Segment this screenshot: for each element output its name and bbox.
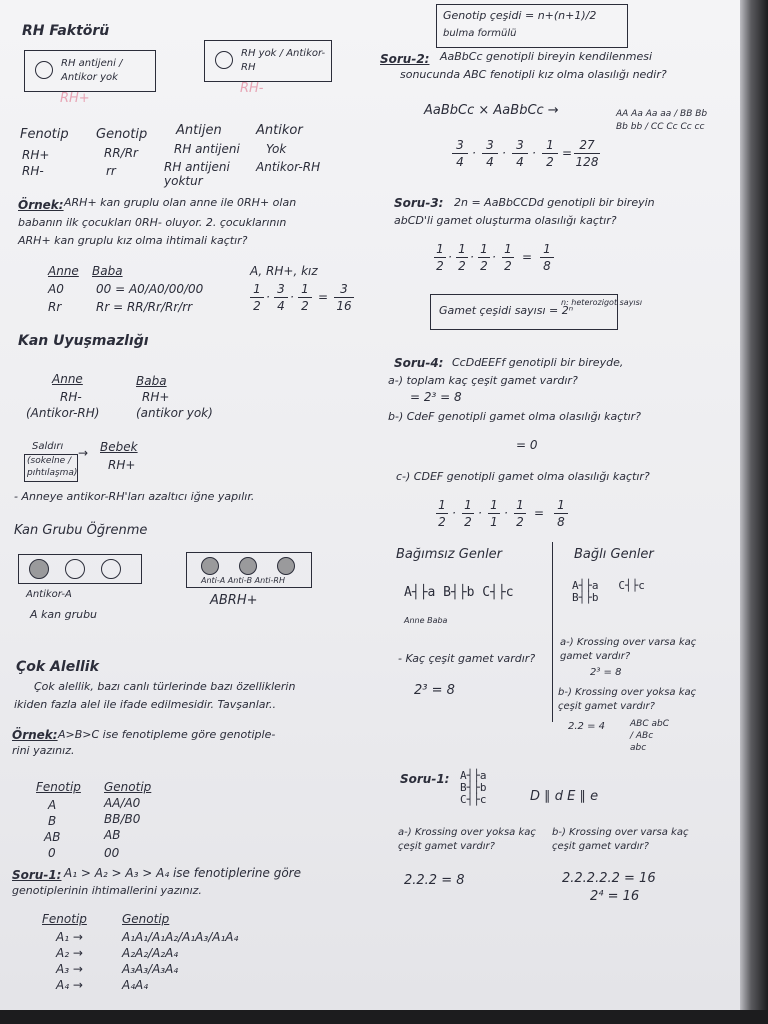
answer-header: A, RH+, kız [250,264,318,278]
father-rh: RH+ [142,390,170,404]
gamet-formula-box: Gamet çeşidi sayısı = 2ⁿ n: heterozigot sayısı [430,294,618,330]
fraction: 1 2 [250,282,264,313]
fraction: 1 2 [298,282,312,313]
linked-genes-title: Bağlı Genler [574,547,654,562]
blood-test-strip-abrh: Anti-A Anti-B Anti-RH [186,552,312,588]
fraction: 1 2 [502,242,514,273]
question2-combos: AA Aa Aa aa / BB Bb Bb bb / CC Cc Cc cc [616,109,708,132]
question2-text: sonucunda ABC fenotipli kız olma olasılığı nedir? [400,68,667,81]
fg-cell: BB/B0 [104,812,141,826]
table-header-fenotip: Fenotip [20,127,69,142]
rh-positive-label: RH+ [60,91,90,106]
table-cell: RH- [22,164,44,178]
question1r-a: a-) Krossing over yoksa kaç çeşit gamet vardır? [398,827,536,852]
agglutinated-circle-icon [239,557,257,575]
page-shadow-edge [740,0,768,1024]
question4-text: CcDdEEFf genotipli bir bireyde, [452,356,624,369]
question1r-b-answer: 2.2.2.2.2 = 16 [562,871,656,886]
page-bottom-edge [0,1010,768,1024]
fraction: 1 2 [542,138,558,169]
parents-label: Anne Baba [404,616,448,625]
fraction: 1 2 [462,498,474,529]
independent-gene-diagram: A┤├a B┤├b C┤├c [404,585,514,600]
example-line: ARH+ kan gruplu olan anne ile 0RH+ olan [64,196,297,209]
fraction: 1 2 [436,498,448,529]
circle-icon [101,559,121,579]
question4-b-answer: = 0 [516,438,538,452]
father-antibody: (antikor yok) [136,406,213,420]
how-many-gametes: - Kaç çeşit gamet vardır? [398,652,536,665]
abrh-label: ABRH+ [210,593,258,608]
cell-circle-icon [215,51,233,69]
s1-cell: A₄A₄ [122,978,149,992]
example-line: babanın ilk çocukları 0RH- oluyor. 2. çocuklarının [18,216,287,229]
fraction: 3 4 [482,138,498,169]
question1r-a-answer: 2.2.2 = 8 [404,873,465,888]
fg-cell: 0 [48,846,56,860]
question1-text: genotiplerinin ihtimallerini yazınız. [12,884,202,897]
question3-label: Soru-3: [394,196,444,210]
notebook-page: RH Faktörü RH antijeni / Antikor yok RH+ RH yok / Antikor-RH RH- Fenotip Genotip Antijen Antikor RH+ RR/Rr RH antijeni Yok RH- rr RH antijeni yoktur Antikor-RH Örnek: ARH+ kan gruplu olan anne ile 0RH+ olan babanın ilk çocukları 0RH- oluyor. 2. çocuklarının ARH+ kan gruplu kız olma ihtimali kaçtır? Anne Baba A0 00 = A0/A0/00/00 Rr Rr = RR/Rr/Rr/rr A, RH+, kız 1 2 · 3 4 · 1 2 = 3 16 Kan Uyuşmazlığı Anne RH- (Antikor-RH) Baba RH+ (antikor yok) Saldırı (sokelne / pıhtılaşma) → Bebek RH+ - Anneye antikor-RH'ları azaltıcı iğne yapılır. Kan Grubu Öğrenme Antikor-A A kan grubu Anti-A Anti-B Anti-RH ABRH+ Çok Alellik Çok alellik, bazı canlı türlerinde bazı özelliklerin ikiden fazla alel ile ifade edilmesidir. Tavşanlar.. Örnek: A>B>C ise fenotipleme göre genotiple- rini yazınız. Fenotip Genotip A AA/A0 B BB/B0 AB AB 0 00 Soru-1: A₁ > A₂ > A₃ > A₄ ise fenotiplerine göre genotiplerinin ihtimallerini yazınız. Fenotip Genotip A₁ → A₁A₁/A₁A₂/A₁A₃/A₁A₄ A₂ → A₂A₂/A₂A₄ A₃ → A₃A₃/A₃A₄ A₄ → A₄A₄ Genotip çeşidi = n+(n+1)/2 bulma formülü Soru-2: AaBbCc genotipli bireyin kendilenmesi sonucunda ABC fenotipli kız olma olasılığı nedir? AaBbCc × AaBbCc → AA Aa Aa aa / BB Bb Bb bb / CC Cc Cc cc 3 4 · 3 4 · 3 4 · 1 2 = 27 128 Soru-3: 2n = AaBbCCDd genotipli bir bireyin abCD'li gamet oluşturma olasılığı kaçtır? 1 2 · 1 2 · 1 2 · 1 2 = 1 8 Gamet çeşidi sayısı = 2ⁿ n: heterozigot sayısı Soru-4: CcDdEEFf genotipli bir bireyde, a-) toplam kaç çeşit gamet vardır? = 2³ = 8 b-) CdeF genotipli gamet olma olasılığı kaçtır? = 0 c-) CDEF genotipli gamet olma olasılığı kaçtır? 1 2 · 1 2 · 1 1 · 1 2 = 1 8 Bağımsız Genler Bağlı Genler A┤├a B┤├b C┤├c Anne Baba - Kaç çeşit gamet vardır? 2³ = 8 A┤├a C┤├c B┤├b a-) Krossing over varsa kaç gamet vardır? 2³ = 8 b-) Krossing over yoksa kaç çeşit gamet vardır? 2.2 = 4 ABC abC / ABc abc Soru-1: A┤├a B┤├b C┤├c D ∥ d E ∥ e a-) Krossing over yoksa kaç çeşit gamet vardır? b-) Krossing over varsa kaç çeşit gamet vardır? 2.2.2 = 8 2.2.2.2.2 = 16 2⁴ = 16 [0,0,740,1010]
s1-cell: A₂ → [56,946,83,960]
linked-gene-diagram: A┤├a C┤├c B┤├b [572,579,645,604]
question1r-genes: D ∥ d E ∥ e [530,789,599,804]
cross-value: Rr [48,300,62,314]
example-label: Örnek: [18,198,64,212]
question4-a-answer: = 2³ = 8 [410,390,462,404]
table-cell: RR/Rr [104,146,138,160]
agglutinated-circle-icon [277,557,295,575]
fg-cell: AA/A0 [104,796,141,810]
question4-label: Soru-4: [394,356,444,370]
question3-text: abCD'li gamet oluşturma olasılığı kaçtır? [394,214,617,227]
fg-header-fenotip: Fenotip [36,780,81,794]
question1r-b: b-) Krossing over varsa kaç çeşit gamet vardır? [552,827,689,852]
linked-answer-b: 2.2 = 4 [568,721,606,732]
question1-text: A₁ > A₂ > A₃ > A₄ ise fenotiplerine göre [64,866,301,880]
table-cell: RH antijeni yoktur [164,160,230,188]
rh-title: RH Faktörü [22,23,110,39]
rh-negative-text: RH yok / Antikor-RH [241,48,326,73]
fraction-answer: 3 16 [334,282,354,313]
divider [552,542,553,722]
question1r-chromosome-icon: A┤├a B┤├b C┤├c [460,769,487,806]
how-many-answer: 2³ = 8 [414,683,455,698]
question4-c: c-) CDEF genotipli gamet olma olasılığı kaçtır? [396,470,650,483]
table-header-genotip: Genotip [96,127,148,142]
fg-cell: AB [104,828,121,842]
mother-label: Anne [52,372,83,386]
rh-negative-box [204,40,332,82]
blood-test-strip-a [18,554,142,584]
fraction: 3 4 [274,282,288,313]
cross-anne-label: Anne [48,264,79,278]
a-blood-group: A kan grubu [30,608,98,621]
baby-rh: RH+ [108,458,136,472]
s1-cell: A₄ → [56,978,83,992]
example-line: ARH+ kan gruplu kız olma ihtimali kaçtır? [18,234,248,247]
s1-cell: A₃ → [56,962,83,976]
linked-answer-a: 2³ = 8 [590,667,622,678]
fraction: 1 2 [514,498,526,529]
table-cell: RH antijeni [174,142,240,156]
multiple-alleles-title: Çok Alellik [16,659,99,675]
question2-cross: AaBbCc × AaBbCc → [424,103,559,118]
linked-gamete-list: ABC abC / ABc abc [630,719,669,753]
baby-label: Bebek [100,440,138,454]
attack-note-box: (sokelne / pıhtılaşma) [24,454,78,482]
s1-cell: A₁ → [56,930,83,944]
fraction: 1 2 [478,242,490,273]
s1-cell: A₂A₂/A₂A₄ [122,946,179,960]
question1r-label: Soru-1: [400,772,450,786]
cross-value: Rr = RR/Rr/Rr/rr [96,300,193,314]
fraction: 1 2 [434,242,446,273]
mother-antibody: (Antikor-RH) [26,406,100,420]
fg-cell: B [48,814,57,828]
example2-text: A>B>C ise fenotipleme göre genotiple- [58,728,276,741]
s1-cell: A₁A₁/A₁A₂/A₁A₃/A₁A₄ [122,930,239,944]
rh-positive-box [24,50,156,92]
example2-text: rini yazınız. [12,744,75,757]
formula-box: Genotip çeşidi = n+(n+1)/2 bulma formülü [436,4,628,48]
question3-text: 2n = AaBbCCDd genotipli bir bireyin [454,196,655,209]
table-cell: Yok [266,142,287,156]
circle-icon [65,559,85,579]
fraction: 3 4 [452,138,468,169]
table-header-antikor: Antikor [256,123,303,138]
table-cell: RH+ [22,148,50,162]
rh-positive-text: RH antijeni / Antikor yok [61,58,123,83]
s1-cell: A₃A₃/A₃A₄ [122,962,179,976]
fraction-answer: 27 128 [575,138,599,169]
question2-text: AaBbCc genotipli bireyin kendilenmesi [440,50,653,63]
question2-label: Soru-2: [380,52,430,66]
table-cell: rr [106,164,116,178]
cell-circle-icon [35,61,53,79]
fraction-answer: 1 8 [554,498,568,529]
table-cell: Antikor-RH [256,160,321,174]
attack-label: Saldırı [32,441,64,452]
fg-cell: AB [44,830,61,844]
blood-incompatibility-title: Kan Uyuşmazlığı [18,333,149,349]
cross-value: A0 [48,282,64,296]
example2-label: Örnek: [12,728,58,742]
fraction-answer: 1 8 [540,242,554,273]
fraction: 3 4 [512,138,528,169]
question4-a: a-) toplam kaç çeşit gamet vardır? [388,374,578,387]
multiple-alleles-text: ikiden fazla alel ile ifade edilmesidir. Tavşanlar.. [14,698,277,711]
antikor-a-label: Antikor-A [26,589,72,600]
fraction: 1 1 [488,498,500,529]
cross-value: 00 = A0/A0/00/00 [96,282,204,296]
fg-header-genotip: Genotip [104,780,152,794]
blood-group-title: Kan Grubu Öğrenme [14,523,148,538]
fg-cell: 00 [104,846,120,860]
independent-genes-title: Bağımsız Genler [396,547,503,562]
agglutinated-circle-icon [29,559,49,579]
question1r-b-answer2: 2⁴ = 16 [590,889,640,904]
question4-b: b-) CdeF genotipli gamet olma olasılığı kaçtır? [388,410,642,423]
agglutinated-circle-icon [201,557,219,575]
s1-header-fenotip: Fenotip [42,912,87,926]
rh-negative-label: RH- [240,81,264,96]
s1-header-genotip: Genotip [122,912,170,926]
fg-cell: A [48,798,57,812]
mother-note: - Anneye antikor-RH'ları azaltıcı iğne yapılır. [14,490,255,503]
linked-question-b: b-) Krossing over yoksa kaç çeşit gamet vardır? [558,687,697,712]
multiple-alleles-text: Çok alellik, bazı canlı türlerinde bazı özelliklerin [34,680,296,693]
cross-baba-label: Baba [92,264,123,278]
father-label: Baba [136,374,167,388]
linked-question-a: a-) Krossing over varsa kaç gamet vardır? [560,637,697,662]
fraction: 1 2 [456,242,468,273]
table-header-antijen: Antijen [176,123,222,138]
question1-label: Soru-1: [12,868,62,882]
mother-rh: RH- [60,390,82,404]
